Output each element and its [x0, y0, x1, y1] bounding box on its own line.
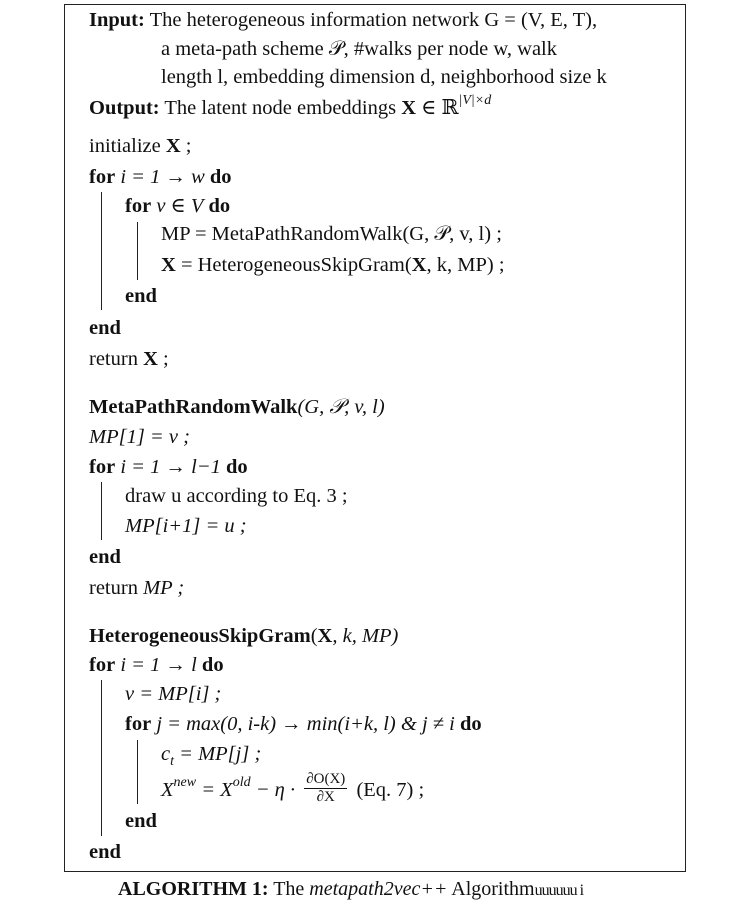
output-label: Output:: [89, 97, 160, 119]
for-keyword: for: [89, 456, 116, 478]
output-x: X: [401, 97, 417, 119]
for-condition: v ∈ V: [156, 195, 204, 217]
outer-end: end: [89, 317, 121, 339]
skipgram-for-line: [89, 653, 224, 677]
upd-old: old: [232, 775, 251, 791]
skipgram-signature: [89, 624, 398, 648]
walk-init-line: MP[1] = v ;: [89, 426, 190, 448]
walk-draw-line: draw u according to Eq. 3 ;: [125, 485, 348, 507]
skipgram-rest: , k, MP): [332, 625, 399, 647]
walk-end: end: [89, 546, 121, 568]
output-in: ∈ ℝ: [421, 97, 459, 119]
input-line-1: [89, 8, 597, 32]
return-line: [89, 347, 169, 371]
x-lhs: X: [161, 254, 176, 276]
walk-for-line: [89, 455, 248, 479]
for-keyword: for: [125, 713, 152, 735]
skipgram-outer-bar: [101, 680, 102, 836]
walk-fn-name: MetaPathRandomWalk: [89, 396, 298, 418]
upd-new: new: [173, 775, 197, 791]
for-keyword: for: [125, 195, 152, 217]
caption-name: metapath2vec++: [309, 878, 448, 900]
walk-assign-line: MP[i+1] = u ;: [125, 515, 247, 537]
skipgram-x: X: [317, 625, 333, 647]
for-keyword: for: [89, 166, 116, 188]
walk-return-value: MP ;: [143, 577, 185, 599]
walk-return-line: [89, 576, 184, 600]
x-rest: , k, MP) ;: [426, 254, 505, 276]
x-mid: = HeterogeneousSkipGram(: [180, 254, 412, 276]
frac-denominator: ∂X: [316, 789, 335, 805]
input-line-2: a meta-path scheme 𝒫, #walks per node w, walk: [161, 38, 557, 60]
output-line: [89, 93, 492, 120]
upd-base: X: [161, 779, 174, 802]
gradient-fraction: [304, 772, 347, 805]
skipgram-update-line: [161, 771, 425, 808]
do-keyword: do: [209, 166, 232, 188]
init-line: [89, 134, 192, 158]
init-semi: ;: [185, 135, 192, 157]
skipgram-inner-end: end: [125, 810, 157, 832]
input-label: Input:: [89, 9, 145, 31]
ct-rest: = MP[j] ;: [179, 743, 262, 765]
return-keyword: return: [89, 348, 138, 370]
return-value: X: [143, 348, 158, 370]
upd-eq: = X: [201, 779, 233, 802]
skipgram-ct-line: [161, 742, 262, 770]
init-keyword: initialize: [89, 135, 161, 157]
inner-for-line: [125, 194, 230, 218]
do-keyword: do: [226, 456, 248, 478]
inner-end: end: [125, 285, 157, 307]
skipgram-inner-bar: [137, 740, 138, 804]
return-semi: ;: [163, 348, 169, 370]
caption-pre: The: [273, 878, 305, 900]
outer-loop-bar: [101, 192, 102, 310]
mp-assign-line: MP = MetaPathRandomWalk(G, 𝒫, v, l) ;: [161, 223, 502, 245]
skipgram-fn-name: HeterogeneousSkipGram: [89, 625, 311, 647]
return-keyword: return: [89, 577, 138, 599]
x-update-line: [161, 253, 505, 277]
walk-signature: [89, 395, 385, 419]
for-condition: i = 1 → l: [120, 654, 197, 676]
caption-artifact: uuuuuu i: [534, 882, 584, 899]
do-keyword: do: [208, 195, 231, 217]
caption-post: Algorithm: [451, 878, 535, 900]
algorithm-caption: [118, 876, 583, 904]
walk-fn-args: (G, 𝒫, v, l): [297, 396, 385, 418]
input-line-3: length l, embedding dimension d, neighborhood size k: [161, 66, 607, 88]
for-condition: j = max(0, i-k) → min(i+k, l) & j ≠ i: [156, 713, 455, 735]
skipgram-v-line: v = MP[i] ;: [125, 683, 222, 705]
skipgram-open: (: [310, 625, 318, 647]
init-arg: X: [165, 135, 181, 157]
upd-minus: − η ·: [255, 779, 296, 802]
input-text-1: The heterogeneous information network G = (V, E, T),: [149, 9, 598, 31]
for-keyword: for: [89, 654, 116, 676]
ct-base: c: [161, 743, 171, 765]
ct-sub: t: [170, 754, 174, 770]
skipgram-outer-end: end: [89, 841, 121, 863]
upd-ref: (Eq. 7) ;: [356, 779, 425, 802]
caption-label: ALGORITHM 1:: [118, 878, 269, 900]
for-condition: i = 1 → w: [120, 166, 205, 188]
walk-loop-bar: [101, 482, 102, 540]
for-condition: i = 1 → l−1: [120, 456, 221, 478]
inner-loop-bar: [137, 222, 138, 280]
x-arg: X: [411, 254, 427, 276]
outer-for-line: [89, 165, 232, 189]
do-keyword: do: [201, 654, 224, 676]
output-text: The latent node embeddings: [164, 97, 397, 119]
frac-numerator: ∂O(X): [306, 771, 346, 787]
skipgram-inner-for-line: [125, 712, 482, 736]
output-dim: |V|×d: [458, 93, 492, 109]
do-keyword: do: [459, 713, 482, 735]
